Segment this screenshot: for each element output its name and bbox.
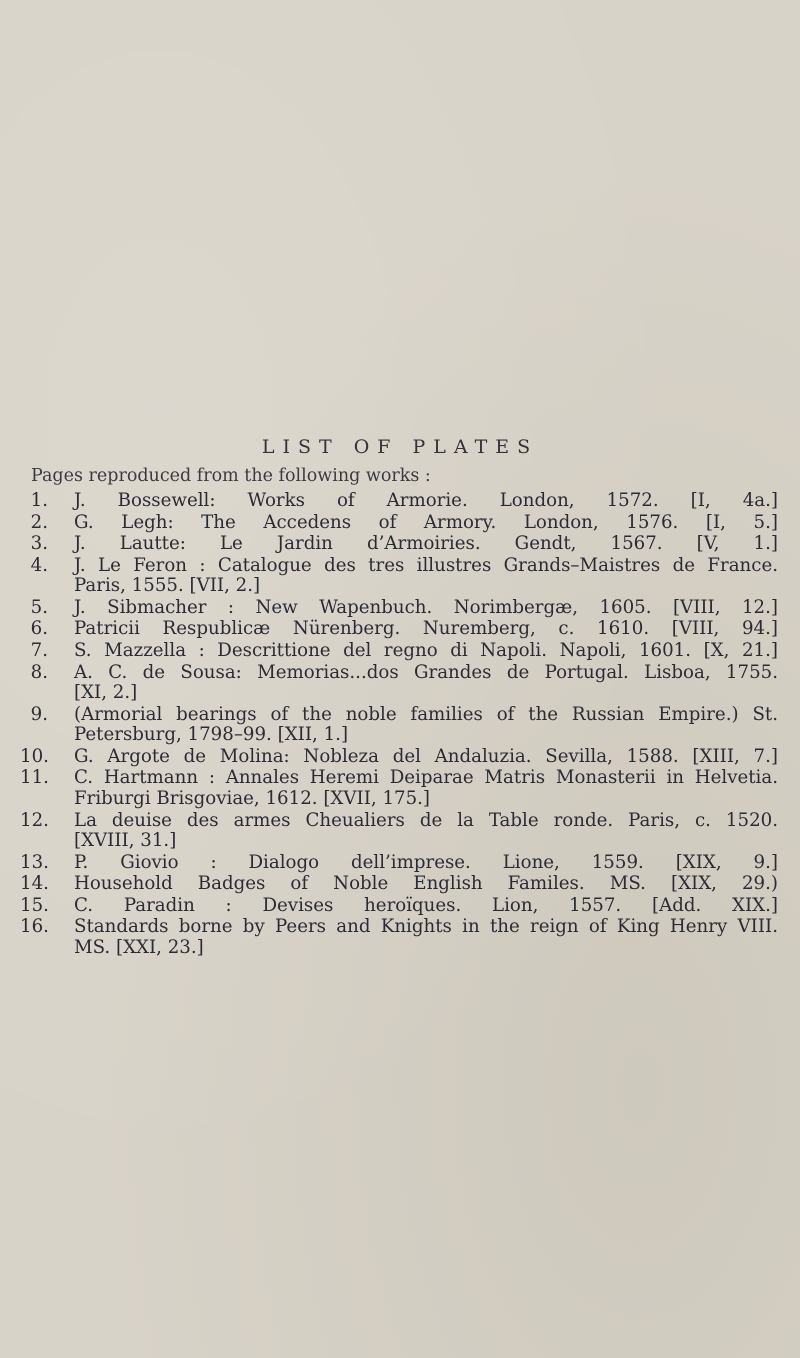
entry-continuation: Friburgi Brisgoviae, 1612. [XVII, 175.] <box>74 787 431 809</box>
entry-number: 16. <box>20 916 49 938</box>
list-item <box>0 663 800 704</box>
list-item <box>0 556 800 597</box>
entry-text: J. Sibmacher : New Wapenbuch. Norimbergæ, 1605. [VIII, 12.] <box>74 596 778 618</box>
entry-text: J. Bossewell: Works of Armorie. London, 1572. [I, 4a.] <box>74 490 778 511</box>
entry-number: 8. <box>30 661 48 683</box>
entry-text: Patricii Respublicæ Nürenberg. Nuremberg, c. 1610. [VIII, 94.] <box>74 618 778 640</box>
list-item <box>0 534 800 555</box>
entry-number: 4. <box>30 554 48 576</box>
entry-continuation: Paris, 1555. [VII, 2.] <box>74 575 261 597</box>
entry-number: 13. <box>20 851 49 873</box>
entry-number: 5. <box>30 596 48 618</box>
list-item <box>0 513 800 534</box>
entry-text: C. Hartmann : Annales Heremi Deiparae Matris Monasterii in Helvetia. <box>74 767 778 789</box>
entry-text: (Armorial bearings of the noble families of the Russian Empire.) St. <box>74 703 778 725</box>
entry-text: C. Paradin : Devises heroïques. Lion, 1557. [Add. XIX.] <box>74 894 778 916</box>
entry-number: 15. <box>20 894 49 916</box>
list-item <box>0 768 800 809</box>
entry-text: G. Legh: The Accedens of Armory. London, 1576. [I, 5.] <box>74 511 778 533</box>
entry-number: 12. <box>20 809 49 831</box>
entry-text: Household Badges of Noble English Familes. MS. [XIX, 29.) <box>74 873 778 895</box>
list-item <box>0 705 800 746</box>
entry-number: 7. <box>30 640 48 662</box>
entry-text: S. Mazzella : Descrittione del regno di Napoli. Napoli, 1601. [X, 21.] <box>74 640 778 662</box>
entry-text: J. Lautte: Le Jardin d’Armoiries. Gendt, 1567. [V, 1.] <box>74 533 778 555</box>
entry-continuation: MS. [XXI, 23.] <box>74 936 204 958</box>
entry-text: J. Le Feron : Catalogue des tres illustres Grands–Maistres de France. <box>74 554 778 576</box>
entry-text: A. C. de Sousa: Memorias...dos Grandes de Portugal. Lisboa, 1755. <box>74 661 778 683</box>
entry-number: 11. <box>20 767 49 789</box>
entry-text: G. Argote de Molina: Nobleza del Andaluzia. Sevilla, 1588. [XIII, 7.] <box>74 745 778 767</box>
entry-continuation: [XVIII, 31.] <box>74 830 177 852</box>
list-item <box>0 641 800 662</box>
entry-number: 2. <box>30 511 48 533</box>
entry-number: 1. <box>30 490 48 511</box>
entry-text: P. Giovio : Dialogo dell’imprese. Lione, 1559. [XIX, 9.] <box>74 851 778 873</box>
entry-number: 10. <box>20 745 49 767</box>
intro-text: Pages reproduced from the following works : <box>31 466 431 486</box>
entry-text: La deuise des armes Cheualiers de la Table ronde. Paris, c. 1520. <box>74 809 778 831</box>
list-item <box>0 917 800 958</box>
list-item <box>0 747 800 768</box>
list-item <box>0 853 800 874</box>
list-item <box>0 874 800 895</box>
entry-number: 3. <box>30 533 48 555</box>
entry-text: Standards borne by Peers and Knights in the reign of King Henry VIII. <box>74 916 778 938</box>
entry-number: 14. <box>20 873 49 895</box>
list-item <box>0 896 800 917</box>
entry-continuation: [XI, 2.] <box>74 682 138 704</box>
entry-number: 9. <box>30 703 48 725</box>
list-item <box>0 491 800 512</box>
list-item <box>0 598 800 619</box>
entry-continuation: Petersburg, 1798–99. [XII, 1.] <box>74 724 349 746</box>
plates-list <box>0 491 800 960</box>
page-title: LIST OF PLATES <box>261 436 539 458</box>
list-item <box>0 619 800 640</box>
entry-number: 6. <box>30 618 48 640</box>
list-item <box>0 811 800 852</box>
